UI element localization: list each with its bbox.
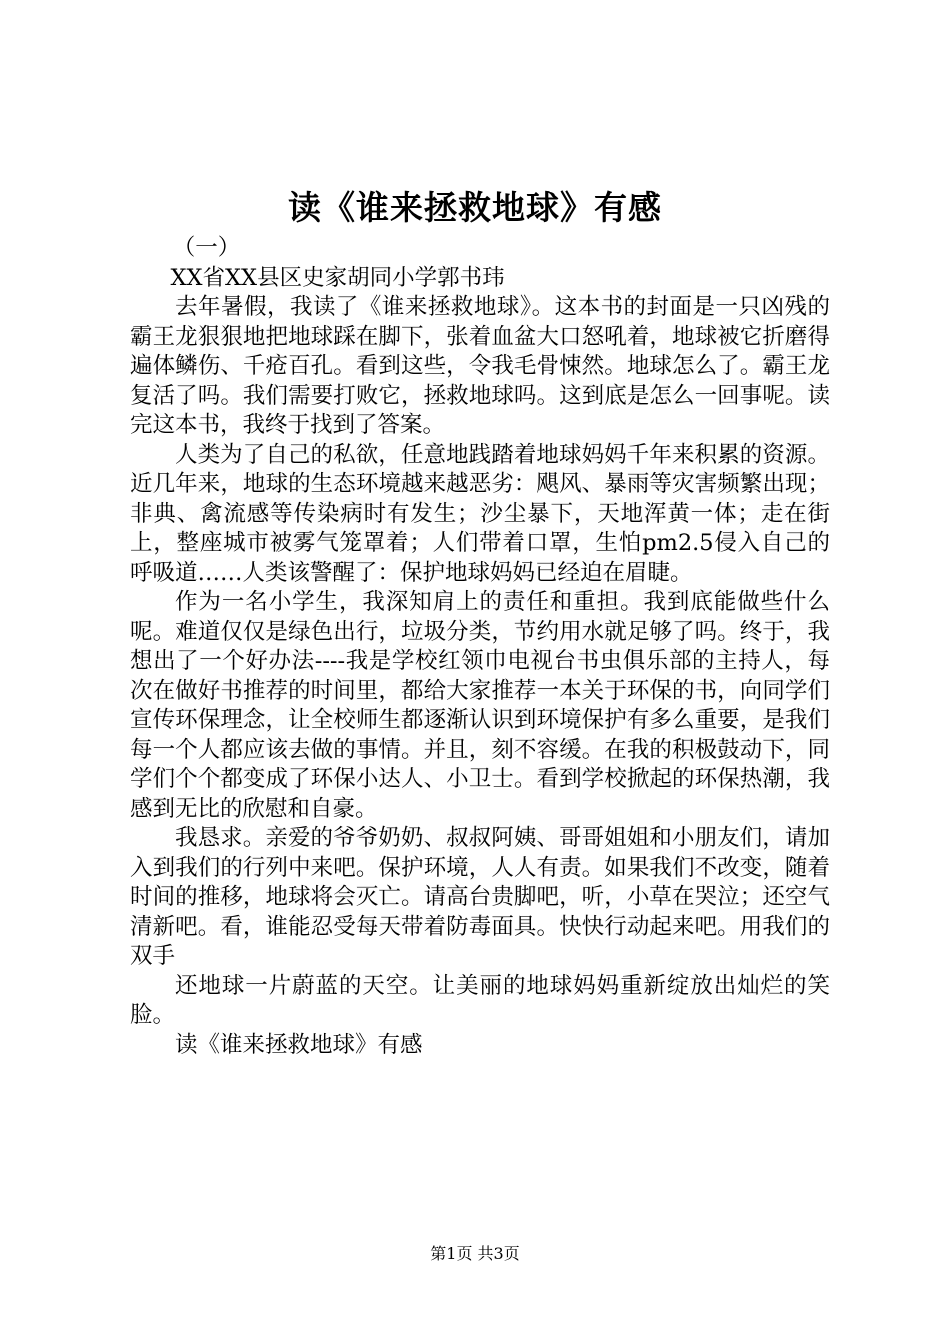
paragraph: 作为一名小学生，我深知肩上的责任和重担。我到底能做些什么呢。难道仅仅是绿色出行，垃圾分类，节约用水就足够了吗。终于，我想出了一个好办法----我是学校红领巾电视台书虫俱乐部的主持人，每次在做好书推荐的时间里，都给大家推荐一本关于环保的书，向同学们宣传环保理念，让全校师生都逐渐认识到环境保护有多么重要，是我们每一个人都应该去做的事情。并且，刻不容缓。在我的积极鼓动下，同学们个个都变成了环保小达人、小卫士。看到学校掀起的环保热潮，我感到无比的欣慰和自豪。 — [130, 589, 830, 822]
page-footer: 第1页 共3页 — [430, 1244, 520, 1263]
section-number: （一） — [172, 235, 241, 261]
paragraph: 读《谁来拯救地球》有感 — [175, 1031, 423, 1058]
paragraph: 人类为了自己的私欲，任意地践踏着地球妈妈千年来积累的资源。近几年来，地球的生态环境越来越恶劣：飓风、暴雨等灾害频繁出现；非典、禽流感等传染病时有发生；沙尘暴下，天地浑黄一体；走在街上，整座城市被雾气笼罩着；人们带着口罩，生怕pm2.5侵入自己的呼吸道……人类该警醒了：保护地球妈妈已经迫在眉睫。 — [130, 441, 830, 586]
paragraph: 还地球一片蔚蓝的天空。让美丽的地球妈妈重新绽放出灿烂的笑脸。 — [130, 972, 830, 1028]
paragraph: 我恳求。亲爱的爷爷奶奶、叔叔阿姨、哥哥姐姐和小朋友们，请加入到我们的行列中来吧。保护环境，人人有责。如果我们不改变，随着时间的推移，地球将会灭亡。请高台贵脚吧，听，小草在哭泣；还空气清新吧。看，谁能忍受每天带着防毒面具。快快行动起来吧。用我们的双手 — [130, 825, 830, 969]
author-line: XX省XX县区史家胡同小学郭书玮 — [170, 264, 505, 291]
document-body — [130, 234, 830, 1060]
page-title: 读《谁来拯救地球》有感 — [288, 188, 662, 227]
paragraph: 去年暑假，我读了《谁来拯救地球》。这本书的封面是一只凶残的霸王龙狠狠地把地球踩在脚下，张着血盆大口怒吼着，地球被它折磨得遍体鳞伤、千疮百孔。看到这些，令我毛骨悚然。地球怎么了。霸王龙复活了吗。我们需要打败它，拯救地球吗。这到底是怎么一回事呢。读完这本书，我终于找到了答案。 — [130, 294, 830, 438]
